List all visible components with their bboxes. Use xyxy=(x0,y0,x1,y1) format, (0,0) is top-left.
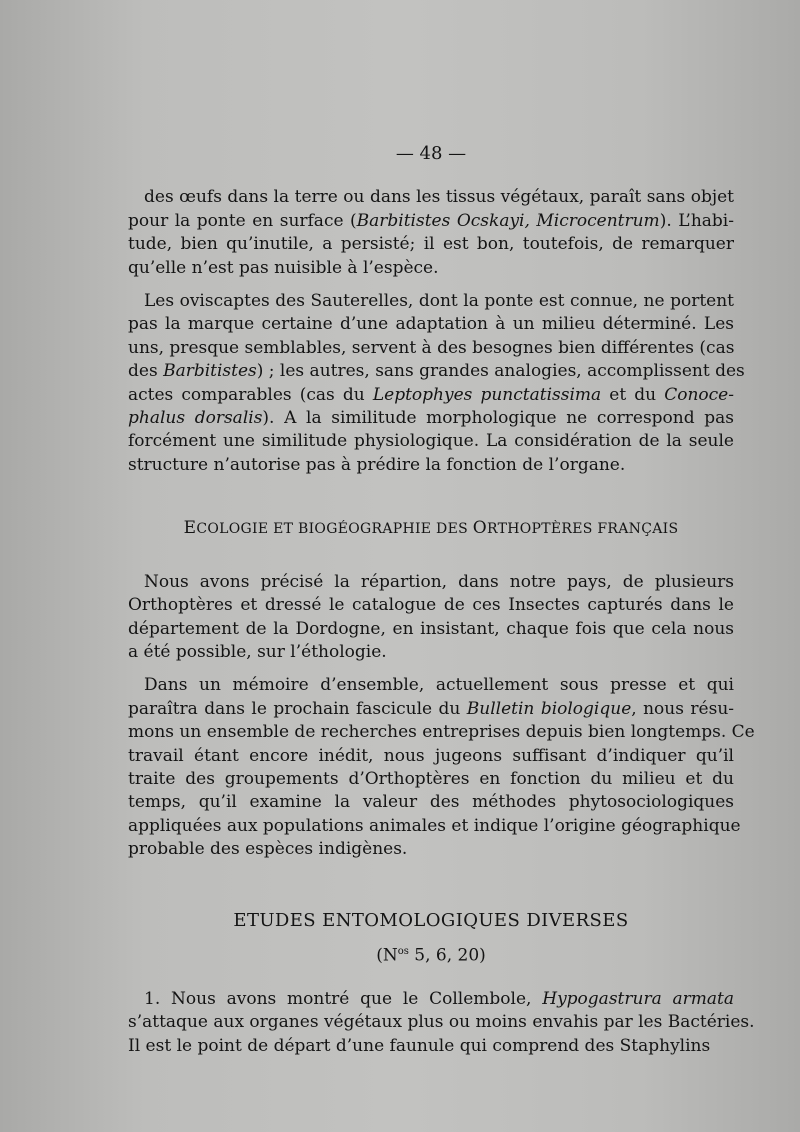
text-line xyxy=(128,791,734,814)
text-run: ) ; les autres, sans grandes analogies, accomplissent des xyxy=(256,361,745,382)
text-line xyxy=(128,186,734,209)
text-line xyxy=(128,815,741,838)
italic-text: Hypogastrura armata xyxy=(542,989,734,1010)
text-line xyxy=(128,571,734,594)
paragraph-5 xyxy=(128,988,755,1058)
heading-part-3: RTHOPTÈRES FRANÇAIS xyxy=(487,521,679,538)
text-run: structure n’autorise pas à prédire la fonction de l’organe. xyxy=(128,454,626,475)
subheading-superscript: os xyxy=(397,945,409,957)
text-run: temps, qu’il examine la valeur des méthodes phytosociologiques xyxy=(128,792,734,813)
text-run: paraîtra dans le prochain fascicule du xyxy=(128,698,467,719)
text-run: s’attaque aux organes végétaux plus ou moins envahis par les Bactéries. xyxy=(128,1012,755,1033)
section-heading-ecologie xyxy=(128,517,734,541)
text-run: Nous avons précisé la répartion, dans notre pays, de plusieurs xyxy=(144,571,734,592)
heading-initial-2: O xyxy=(472,518,487,539)
section-heading-etudes: ETUDES ENTOMOLOGIQUES DIVERSES xyxy=(233,909,629,931)
subheading-rest: 5, 6, 20) xyxy=(408,945,486,966)
text-line xyxy=(128,698,734,721)
text-run: et du xyxy=(601,384,665,405)
text-run: des xyxy=(128,361,164,382)
text-line xyxy=(128,290,734,313)
text-run: Il est le point de départ d’une faunule qui comprend des Staphylins xyxy=(128,1035,711,1056)
italic-text: Barbitistes Ocskayi, Microcentrum xyxy=(356,210,660,231)
subheading-prefix: (N xyxy=(376,945,398,966)
text-line xyxy=(128,768,734,791)
text-run: appliquées aux populations animales et indique l’origine géographique xyxy=(128,815,741,836)
text-run: tude, bien qu’inutile, a persisté; il est bon, toutefois, de remarquer xyxy=(128,234,734,255)
italic-text: Conoce- xyxy=(664,384,734,405)
italic-text: Leptophyes punctatissima xyxy=(372,384,602,405)
text-line xyxy=(128,721,755,744)
text-run: traite des groupements d’Orthoptères en fonction du milieu et du xyxy=(128,768,734,789)
text-run: qu’elle n’est pas nuisible à l’espèce. xyxy=(128,257,439,278)
italic-text: phalus dorsalis xyxy=(128,408,263,429)
text-line xyxy=(128,1011,755,1034)
text-line xyxy=(128,454,734,477)
italic-text: Barbitistes xyxy=(163,361,257,382)
paragraph-2 xyxy=(128,290,745,477)
text-run: mons un ensemble de recherches entreprises depuis bien longtemps. Ce xyxy=(128,722,755,743)
text-line xyxy=(128,407,734,430)
text-run: Orthoptères et dressé le catalogue de ces Insectes capturés dans le xyxy=(128,595,734,616)
text-run: probable des espèces indigènes. xyxy=(128,839,408,860)
text-line xyxy=(128,384,734,407)
section-subheading-numbers xyxy=(128,940,734,968)
text-run: département de la Dordogne, en insistant, chaque fois que cela nous xyxy=(128,618,734,639)
text-run: Dans un mémoire d’ensemble, actuellement sous presse et qui xyxy=(144,675,734,696)
text-line xyxy=(128,988,734,1011)
text-run: forcément une similitude physiologique. La considération de la seule xyxy=(128,431,734,452)
text-run: Les oviscaptes des Sauterelles, dont la ponte est connue, ne portent xyxy=(144,291,734,312)
heading-part-1: COLOGIE xyxy=(196,521,269,538)
text-line xyxy=(128,1035,734,1058)
paragraph-3 xyxy=(128,571,734,665)
text-line xyxy=(128,430,734,453)
heading-initial-1: E xyxy=(183,518,197,539)
paragraph-1 xyxy=(128,186,734,280)
text-line xyxy=(128,337,734,360)
text-run: , nous résu- xyxy=(631,698,735,719)
text-line xyxy=(128,618,734,641)
text-run: travail étant encore inédit, nous jugeons suffisant d’indiquer qu’il xyxy=(128,745,734,766)
text-line xyxy=(128,594,734,617)
text-line xyxy=(128,745,734,768)
heading-part-2: ET BIOGÉOGRAPHIE DES xyxy=(268,521,473,538)
text-run: pour la ponte en surface ( xyxy=(128,210,357,231)
text-run: ). L’habi- xyxy=(659,210,734,231)
text-run: des œufs dans la terre ou dans les tissus végétaux, paraît sans objet xyxy=(144,187,734,208)
text-run: 1. Nous avons montré que le Collembole, xyxy=(144,989,543,1010)
text-run: ). A la similitude morphologique ne correspond pas xyxy=(262,408,734,429)
text-run: a été possible, sur l’éthologie. xyxy=(128,641,387,662)
text-run: pas la marque certaine d’une adaptation à un milieu déterminé. Les xyxy=(128,314,734,335)
text-line xyxy=(128,210,734,233)
text-run: actes comparables (cas du xyxy=(128,384,373,405)
text-line xyxy=(128,257,734,280)
text-line xyxy=(128,360,745,383)
paragraph-4 xyxy=(128,674,755,861)
text-line xyxy=(128,641,734,664)
text-line xyxy=(128,313,734,336)
text-run: uns, presque semblables, servent à des besognes bien différentes (cas xyxy=(128,337,735,358)
text-line xyxy=(128,674,734,697)
page-number: — 48 — xyxy=(395,143,467,164)
page-content xyxy=(128,142,755,1068)
text-line xyxy=(128,838,734,861)
italic-text: Bulletin biologique xyxy=(466,698,632,719)
text-line xyxy=(128,233,734,256)
